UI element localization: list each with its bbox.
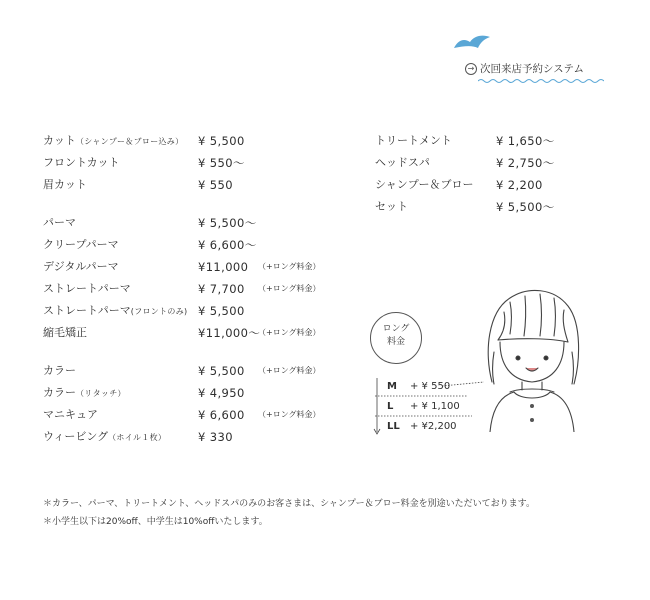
menu-item-price: ¥ 550 bbox=[198, 178, 233, 192]
menu-item-name: 眉カット bbox=[43, 178, 87, 191]
next-visit-booking-link[interactable] bbox=[465, 60, 584, 78]
size-label: L bbox=[387, 401, 394, 412]
size-row bbox=[377, 417, 497, 437]
menu-item-price: ¥ 330 bbox=[198, 430, 233, 444]
menu-item-name: デジタルパーマ bbox=[43, 260, 119, 273]
menu-item-name: マニキュア bbox=[43, 408, 98, 421]
menu-row bbox=[375, 197, 615, 217]
arrow-right-icon: → bbox=[465, 63, 477, 75]
menu-row bbox=[43, 405, 343, 425]
menu-row bbox=[43, 427, 343, 447]
menu-item-price: ¥ 2,200 bbox=[496, 178, 543, 192]
size-amount: + ¥ 550 bbox=[410, 381, 451, 392]
bubble-line2: 料金 bbox=[386, 337, 405, 347]
menu-item-price: ¥11,000～ bbox=[198, 326, 261, 340]
bird-icon bbox=[452, 34, 492, 52]
menu-item-name: 縮毛矯正 bbox=[43, 326, 87, 339]
menu-row bbox=[43, 361, 343, 381]
menu-item-name: フロントカット bbox=[43, 156, 120, 169]
menu-item-name: シャンプー＆ブロー bbox=[375, 178, 474, 191]
menu-row bbox=[43, 257, 343, 277]
size-row bbox=[377, 377, 497, 397]
footer-note-2: ＊小学生以下は20%off、中学生は10%offいたします。 bbox=[43, 517, 268, 527]
menu-item-price: ¥ 4,950 bbox=[198, 386, 245, 400]
menu-item-name: カラー bbox=[43, 364, 76, 377]
menu-row bbox=[375, 153, 615, 173]
menu-row bbox=[43, 235, 343, 255]
menu-row bbox=[375, 131, 615, 151]
long-fee-note: （+ロング料金） bbox=[258, 328, 321, 337]
menu-row bbox=[43, 279, 343, 299]
menu-item-name: パーマ bbox=[43, 216, 76, 229]
long-fee-note: （+ロング料金） bbox=[258, 262, 321, 271]
menu-item-price: ¥ 5,500 bbox=[198, 134, 245, 148]
menu-item-name: ウィービング（ホイル１枚） bbox=[43, 430, 167, 443]
menu-item-price: ¥ 550～ bbox=[198, 156, 245, 170]
footer-note-1: ＊カラー、パーマ、トリートメント、ヘッドスパのみのお客さまは、シャンプー＆ブロー料金を別途いただいております。 bbox=[43, 499, 535, 509]
long-fee-note: （+ロング料金） bbox=[258, 410, 321, 419]
menu-item-price: ¥ 5,500 bbox=[198, 304, 245, 318]
long-fee-note: （+ロング料金） bbox=[258, 284, 321, 293]
menu-row bbox=[43, 383, 343, 403]
size-amount: + ¥ 1,100 bbox=[410, 401, 460, 412]
menu-row bbox=[43, 323, 343, 343]
bubble-line1: ロング bbox=[382, 324, 410, 334]
menu-item-price: ¥11,000 bbox=[198, 260, 249, 274]
next-visit-label: 次回来店予約システム bbox=[480, 63, 584, 75]
menu-row bbox=[43, 131, 343, 151]
menu-item-price: ¥ 6,600 bbox=[198, 408, 245, 422]
menu-item-price: ¥ 5,500 bbox=[198, 364, 245, 378]
menu-item-name: ストレートパーマ bbox=[43, 282, 131, 295]
size-amount: + ¥2,200 bbox=[410, 421, 457, 432]
wavy-underline bbox=[478, 78, 604, 84]
size-label: LL bbox=[387, 421, 400, 432]
menu-item-name: カラー（リタッチ） bbox=[43, 386, 126, 399]
menu-item-name: ストレートパーマ(フロントのみ) bbox=[43, 304, 188, 317]
menu-row bbox=[43, 175, 343, 195]
menu-item-name: ヘッドスパ bbox=[375, 156, 430, 169]
menu-item-name: クリープパーマ bbox=[43, 238, 119, 251]
long-fee-note: （+ロング料金） bbox=[258, 366, 321, 375]
menu-row bbox=[375, 175, 615, 195]
menu-item-price: ¥ 5,500～ bbox=[198, 216, 257, 230]
size-row bbox=[377, 397, 497, 417]
long-fee-bubble bbox=[370, 312, 422, 364]
menu-row bbox=[43, 301, 343, 321]
menu-row bbox=[43, 213, 343, 233]
menu-item-price: ¥ 7,700 bbox=[198, 282, 245, 296]
menu-item-name: セット bbox=[375, 200, 408, 213]
menu-row bbox=[43, 153, 343, 173]
menu-item-price: ¥ 6,600～ bbox=[198, 238, 257, 252]
menu-item-price: ¥ 5,500～ bbox=[496, 200, 555, 214]
menu-item-price: ¥ 1,650～ bbox=[496, 134, 555, 148]
size-label: M bbox=[387, 381, 397, 392]
menu-item-price: ¥ 2,750～ bbox=[496, 156, 555, 170]
menu-item-name: トリートメント bbox=[375, 134, 452, 147]
menu-item-name: カット（シャンプー＆ブロー込み） bbox=[43, 134, 184, 147]
